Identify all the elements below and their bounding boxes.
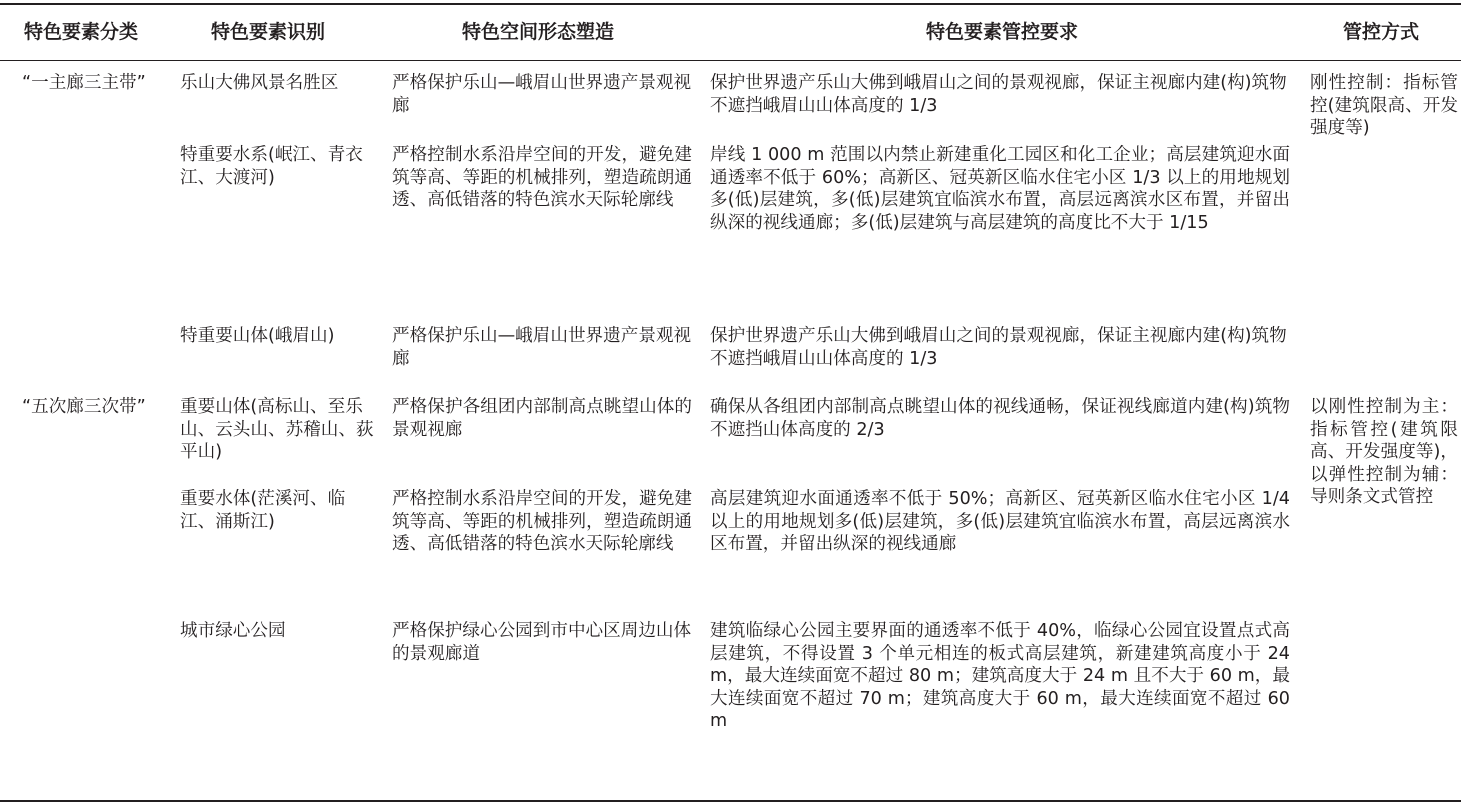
shaping-cell: 严格控制水系沿岸空间的开发，避免建筑等高、等距的机械排列，塑造疏朗通透、高低错落的特色滨水天际轮廓线 bbox=[392, 145, 692, 211]
header-shaping: 特色空间形态塑造 bbox=[461, 21, 614, 43]
shaping-cell: 严格保护乐山—峨眉山世界遗产景观视廊 bbox=[392, 73, 692, 116]
bottom-rule bbox=[0, 800, 1461, 802]
element-cell: 城市绿心公园 bbox=[180, 621, 286, 641]
category-cell: “一主廊三主带” bbox=[22, 73, 146, 93]
element-cell: 重要水体(茫溪河、临江、涌斯江) bbox=[180, 489, 346, 532]
element-cell: 乐山大佛风景名胜区 bbox=[180, 73, 339, 93]
top-rule bbox=[0, 3, 1461, 5]
requirement-cell: 保护世界遗产乐山大佛到峨眉山之间的景观视廊，保证主视廊内建(构)筑物不遮挡峨眉山山体高度的 1/3 bbox=[710, 326, 1287, 369]
requirement-cell: 岸线 1 000 m 范围以内禁止新建重化工园区和化工企业；高层建筑迎水面通透率不低于 60%；高新区、冠英新区临水住宅小区 1/3 以上的用地规划多(低)层建筑，多(低)层建筑宜临滨水布置，高层远离滨水区布置，并留出纵深的视线通廊；多(低)层建筑与高层建筑的高度比不大于 1/15 bbox=[710, 145, 1290, 233]
header-control-method: 管控方式 bbox=[1342, 21, 1419, 43]
shaping-cell: 严格保护绿心公园到市中心区周边山体的景观廊道 bbox=[392, 621, 692, 664]
shaping-cell: 严格保护各组团内部制高点眺望山体的景观视廊 bbox=[392, 397, 692, 440]
requirement-cell: 确保从各组团内部制高点眺望山体的视线通畅，保证视线廊道内建(构)筑物不遮挡山体高度的 2/3 bbox=[710, 397, 1290, 440]
requirement-cell: 高层建筑迎水面通透率不低于 50%；高新区、冠英新区临水住宅小区 1/4 以上的用地规划多(低)层建筑，多(低)层建筑宜临滨水布置，高层远离滨水区布置，并留出纵深的视线通廊 bbox=[710, 489, 1290, 555]
shaping-cell: 严格控制水系沿岸空间的开发，避免建筑等高、等距的机械排列，塑造疏朗通透、高低错落的特色滨水天际轮廓线 bbox=[392, 489, 692, 555]
element-cell: 重要山体(高标山、至乐山、云头山、苏稽山、荻平山) bbox=[180, 397, 374, 463]
header-requirement: 特色要素管控要求 bbox=[925, 21, 1078, 43]
element-cell: 特重要山体(峨眉山) bbox=[180, 326, 335, 346]
requirement-cell: 建筑临绿心公园主要界面的通透率不低于 40%，临绿心公园宜设置点式高层建筑，不得设置 3 个单元相连的板式高层建筑，新建建筑高度小于 24 m，最大连续面宽不超过 80 m；建筑高度大于 24 m 且不大于 60 m，最大连续面宽不超过 70 m；建筑高度大于 60 m，最大连续面宽不超过 60 m bbox=[710, 621, 1290, 732]
control-method-cell: 以刚性控制为主：指标管控(建筑限高、开发强度等)，以弹性控制为辅：导则条文式管控 bbox=[1310, 397, 1458, 508]
header-element: 特色要素识别 bbox=[210, 21, 325, 43]
requirement-cell: 保护世界遗产乐山大佛到峨眉山之间的景观视廊，保证主视廊内建(构)筑物不遮挡峨眉山山体高度的 1/3 bbox=[710, 73, 1287, 116]
shaping-cell: 严格保护乐山—峨眉山世界遗产景观视廊 bbox=[392, 326, 692, 369]
header-rule bbox=[0, 60, 1461, 61]
category-cell: “五次廊三次带” bbox=[22, 397, 146, 417]
control-method-cell: 刚性控制：指标管控(建筑限高、开发强度等) bbox=[1310, 73, 1458, 139]
element-cell: 特重要水系(岷江、青衣江、大渡河) bbox=[180, 145, 363, 188]
header-category: 特色要素分类 bbox=[23, 21, 138, 43]
